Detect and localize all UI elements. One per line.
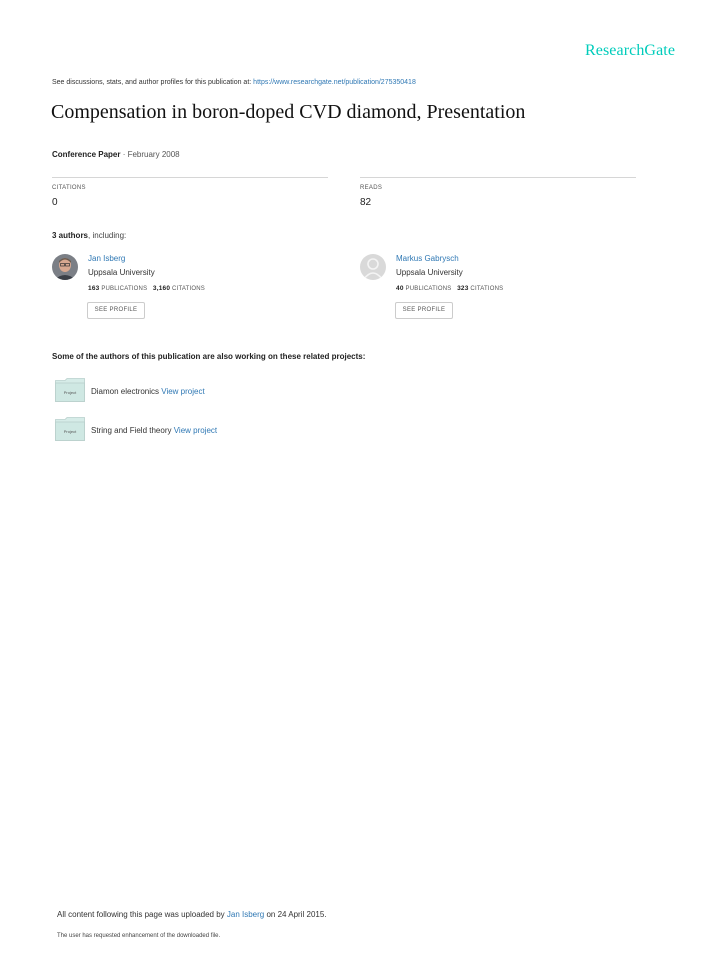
see-profile-button[interactable]: SEE PROFILE	[87, 302, 145, 319]
discussion-line	[52, 79, 416, 86]
project-name: String and Field theory	[91, 426, 174, 435]
project-folder-icon	[55, 378, 85, 402]
authors-suffix: , including:	[88, 231, 127, 240]
uploader-link[interactable]: Jan Isberg	[226, 910, 265, 919]
publication-url-link[interactable]: https://www.researchgate.net/publication/275350418	[253, 79, 416, 86]
citations-label: CITATIONS	[52, 185, 86, 191]
project-item	[91, 426, 217, 435]
publication-title: Compensation in boron-doped CVD diamond, Presentation	[51, 101, 526, 123]
see-profile-button[interactable]: SEE PROFILE	[395, 302, 453, 319]
publications-label: PUBLICATIONS	[403, 286, 452, 292]
author-citations-count: 3,160	[152, 285, 171, 292]
publication-type: Conference Paper	[52, 150, 121, 159]
reads-label: READS	[360, 185, 383, 191]
project-folder-label: Project	[63, 390, 77, 395]
author-citations-label: CITATIONS	[468, 286, 504, 292]
author-institution: Uppsala University	[396, 268, 463, 277]
related-projects-heading: Some of the authors of this publication are also working on these related projects:	[52, 352, 366, 361]
project-folder-icon	[55, 417, 85, 441]
view-project-link[interactable]: View project	[161, 387, 205, 396]
publications-count: 163	[88, 285, 100, 292]
researchgate-logo[interactable]: ResearchGate	[585, 42, 676, 59]
publications-label: PUBLICATIONS	[99, 286, 148, 292]
footer-suffix: on 24 April 2015.	[264, 910, 327, 919]
publications-count: 40	[396, 285, 404, 292]
author-avatar-jan-isberg[interactable]	[52, 254, 78, 280]
divider-right	[360, 177, 636, 178]
author-institution: Uppsala University	[88, 268, 155, 277]
enhancement-note: The user has requested enhancement of the downloaded file.	[57, 933, 221, 939]
author-stats	[396, 285, 503, 292]
project-name: Diamon electronics	[91, 387, 162, 396]
author-name-markus-gabrysch[interactable]: Markus Gabrysch	[396, 254, 459, 263]
author-name-jan-isberg[interactable]: Jan Isberg	[88, 254, 126, 263]
view-project-link[interactable]: View project	[173, 426, 218, 435]
author-photo-icon	[52, 254, 78, 280]
discussion-text: See discussions, stats, and author profiles for this publication at:	[52, 79, 254, 86]
publication-date: · February 2008	[120, 150, 180, 159]
default-user-icon	[360, 254, 386, 280]
author-citations-label: CITATIONS	[170, 286, 205, 292]
author-avatar-markus-gabrysch[interactable]	[360, 254, 386, 280]
author-stats	[88, 285, 205, 292]
project-folder-label: Project	[63, 429, 77, 434]
publication-meta	[52, 150, 180, 159]
upload-footer	[57, 910, 327, 919]
divider-left	[52, 177, 328, 178]
project-item	[91, 387, 205, 396]
footer-prefix: All content following this page was uploaded by	[57, 910, 227, 919]
reads-value: 82	[360, 197, 372, 208]
author-citations-count: 323	[457, 285, 469, 292]
authors-count: 3 authors	[52, 231, 89, 240]
citations-value: 0	[52, 197, 58, 208]
authors-heading	[52, 231, 126, 240]
